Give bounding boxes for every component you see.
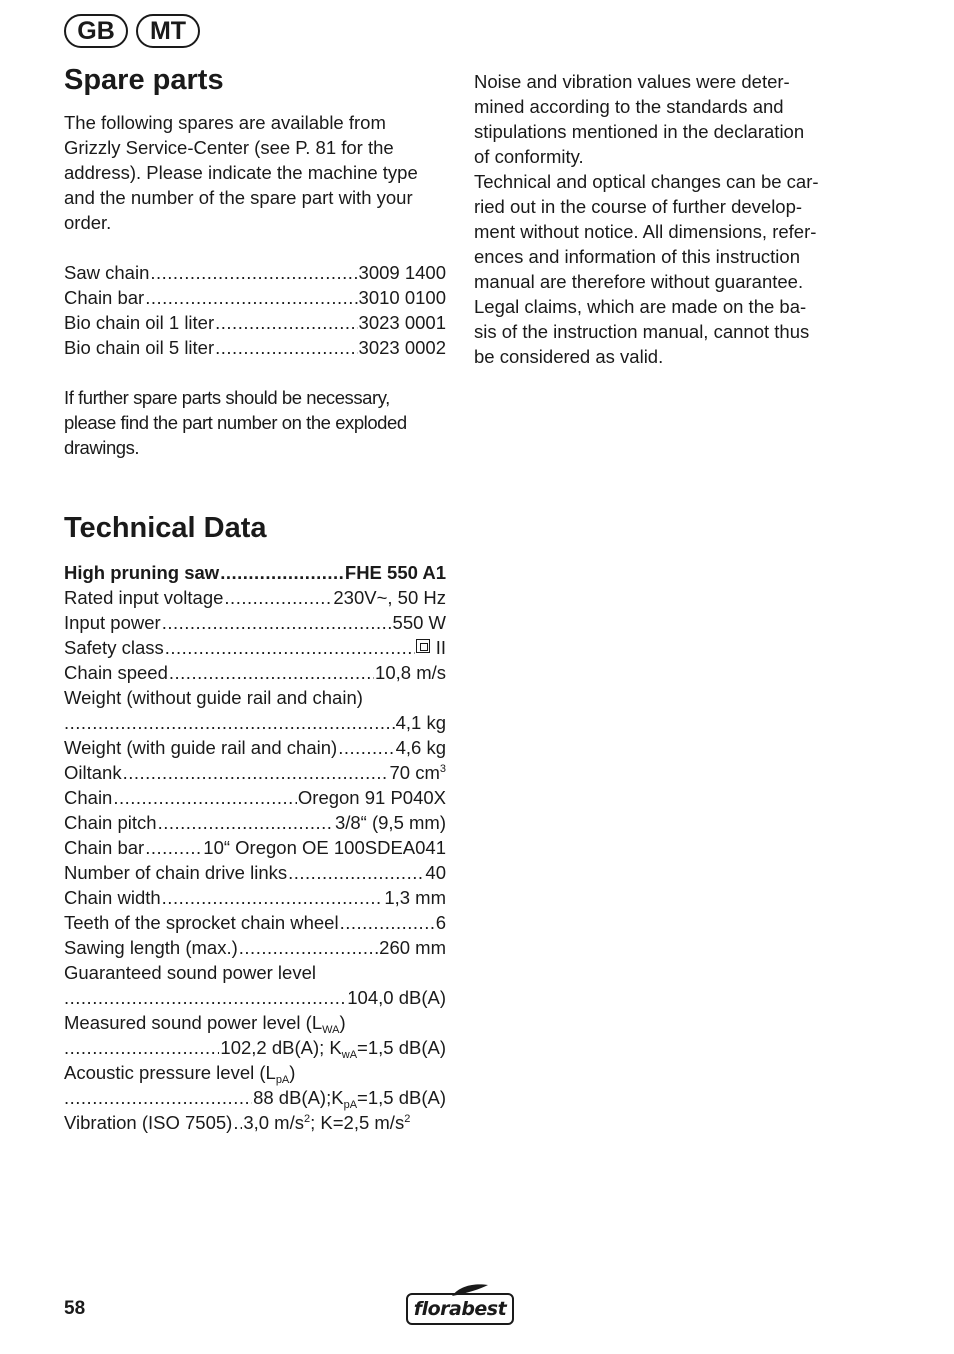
tech-row-acoustic-pressure-value: ..... 88 $dB(A);K_{pA}=1,5$ dB(A) [64, 1085, 446, 1110]
tech-row-vibration: Vibration (ISO 7505) ..... 3,0 $m/s^2$; K=2,5 $m/s^2$ [64, 1110, 446, 1135]
technical-data-list [64, 560, 446, 1135]
tech-row-sprocket-teeth: Teeth of the sprocket chain wheel ..... 6 [64, 910, 446, 935]
spare-part-row: Saw chain ..... 3009 1400 [64, 260, 446, 285]
tech-row-chain-pitch: Chain pitch ..... 3/8“ (9,5 mm) [64, 810, 446, 835]
spare-parts-footnote: If further spare parts should be necessary, please find the part number on the exploded drawings. [64, 387, 407, 458]
tech-row-rated-input-voltage: Rated input voltage ..... 230V~, 50 Hz [64, 585, 446, 610]
language-badges [64, 14, 200, 48]
safety-class-ii-icon [416, 639, 430, 653]
tech-row-oiltank: Oiltank ..... 70 $cm^3$ [64, 760, 446, 785]
tech-row-measured-sound-value: ..... 102,2 dB(A); $K_{wA}=1,5$ dB(A) [64, 1035, 446, 1060]
tech-row-weight-with: Weight (with guide rail and chain) ..... 4,6 kg [64, 735, 446, 760]
spare-parts-intro: The following spares are available from Grizzly Service-Center (see P. 81 for the address). Please indicate the machine type and the number of the spare part with your order. [64, 112, 418, 233]
tech-row-weight-without-label: Weight (without guide rail and chain) [64, 687, 363, 708]
spare-parts-list [64, 260, 446, 360]
page-number: 58 [64, 1298, 86, 1319]
tech-row-input-power: Input power ..... 550 W [64, 610, 446, 635]
tech-row-drive-links: Number of chain drive links ..... 40 [64, 860, 446, 885]
spare-part-row: Bio chain oil 1 liter ..... 3023 0001 [64, 310, 446, 335]
language-badge-gb: GB [64, 14, 128, 48]
tech-row-safety-class: Safety class ..... II [64, 635, 446, 660]
spare-part-row: Chain bar ..... 3010 0100 [64, 285, 446, 310]
tech-row-guaranteed-sound-label: Guaranteed sound power level [64, 962, 316, 983]
left-column [64, 60, 446, 1135]
tech-row-sawing-length: Sawing length (max.) ..... 260 mm [64, 935, 446, 960]
technical-data-heading: Technical Data [64, 512, 267, 544]
tech-row-measured-sound-label: Measured sound power level $(L_{WA})$ [64, 1012, 346, 1036]
tech-row-acoustic-pressure-label: Acoustic pressure level $(L_{pA})$ [64, 1062, 296, 1086]
language-badge-mt: MT [136, 14, 200, 48]
notice-paragraph: Noise and vibration values were deter- mined according to the standards and stipulations mentioned in the declaration of conformity. Technical and optical changes can be car- ried out in the course of further develop- ment without notice. All dimensions, refer- ences and information of this instruction manual are therefore without guarantee. Legal claims, which are made on the ba- sis of the instruction manual, cannot thus be considered as valid. [474, 71, 819, 367]
tech-row-guaranteed-sound-value: ..... 104,0 dB(A) [64, 985, 446, 1010]
tech-row-weight-without-value: ..... 4,1 kg [64, 710, 446, 735]
spare-part-row: Bio chain oil 5 liter ..... 3023 0002 [64, 335, 446, 360]
spare-parts-heading: Spare parts [64, 64, 224, 96]
tech-row-chain-width: Chain width ..... 1,3 mm [64, 885, 446, 910]
tech-row-chain: Chain ..... Oregon 91 P040X [64, 785, 446, 810]
tech-row-chain-bar: Chain bar ..... 10“ Oregon OE 100SDEA041 [64, 835, 446, 860]
tech-row-chain-speed: Chain speed ..... 10,8 m/s [64, 660, 446, 685]
tech-row-model: High pruning saw ..... FHE 550 A1 [64, 560, 446, 585]
right-column [474, 69, 874, 369]
florabest-logo [406, 1283, 516, 1327]
logo-wordmark: florabest [406, 1293, 514, 1325]
